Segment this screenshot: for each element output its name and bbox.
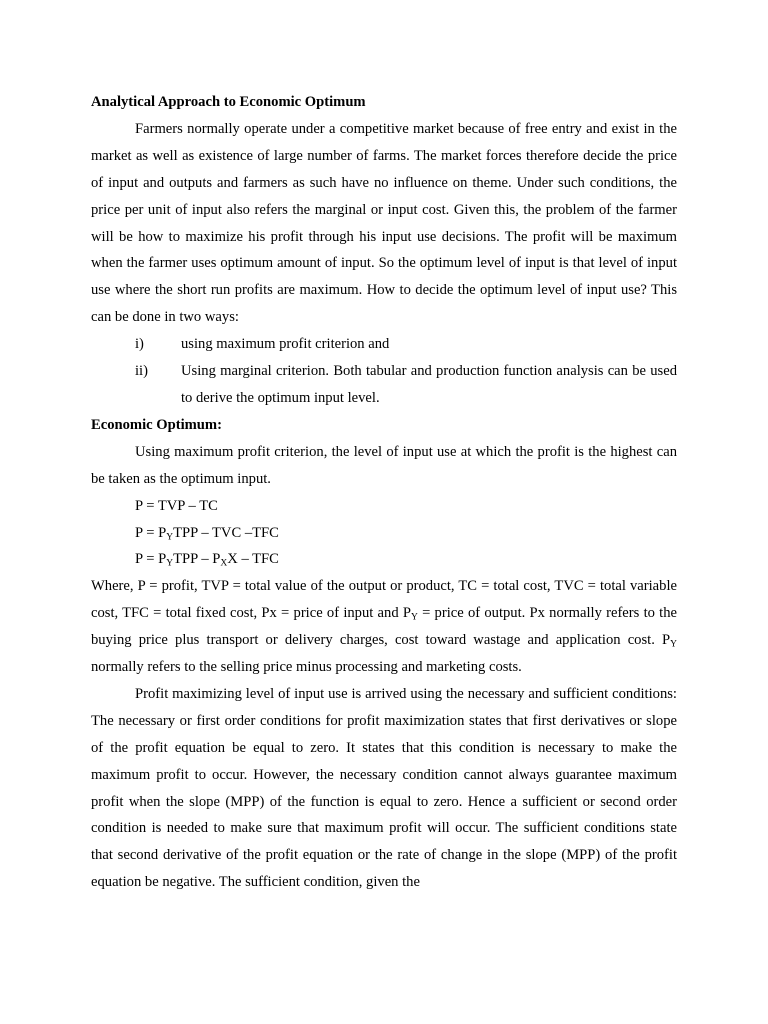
list-item-1 — [91, 331, 677, 358]
list-number: i) — [135, 336, 144, 353]
section-heading-analytical-approach: Analytical Approach to Economic Optimum — [91, 94, 366, 110]
list-number: ii) — [135, 363, 148, 380]
equation-2: $P = P_YTPP$ – TVC –TFC — [135, 524, 279, 542]
list-item-text: using maximum profit criterion and — [181, 336, 390, 353]
document-page — [91, 89, 677, 896]
section-heading-economic-optimum: Economic Optimum: — [91, 416, 222, 433]
list-item-2 — [91, 358, 677, 412]
list-item-text: Using marginal criterion. Both tabular and production function analysis can be used to derive the optimum input level. — [181, 363, 677, 406]
paragraph-profit-maximizing-conditions: Profit maximizing level of input use is arrived using the necessary and sufficient conditions: The necessary or first order conditions for profit maximization states that first derivatives or slope of the profit equation be equal to zero. It states that this condition is necessary to make the maximum profit to occur. However, the necessary condition cannot always guarantee maximum profit when the slope (MPP) of the function is equal to zero. Hence a sufficient or second order condition is needed to make sure that maximum profit will occur. The sufficient conditions state that second derivative of the profit equation or the rate of change in the slope (MPP) of the profit equation be negative. The sufficient condition, given the — [91, 685, 677, 891]
equation-1: P = TVP – TC — [135, 497, 218, 514]
paragraph-where-definitions: Where, P = profit, TVP = total value of the output or product, TC = total cost, TVC = total variable cost, TFC = total fixed cost, Px = price of input and $P_Y$ = price of output. Px normally refers to the buying price plus transport or delivery charges, cost toward wastage and application cost. $P_Y$ normally refers to the selling price minus processing and marketing costs. — [91, 578, 677, 676]
paragraph-competitive-market: Farmers normally operate under a competitive market because of free entry and exist in the market as well as existence of large number of farms. The market forces therefore decide the price of input and outputs and farmers as such have no influence on theme. Under such conditions, the price per unit of input also refers the marginal or input cost. Given this, the problem of the farmer will be how to maximize his profit through his input use decisions. The profit will be maximum when the farmer uses optimum amount of input. So the optimum level of input is that level of input use where the short run profits are maximum. How to decide the optimum level of input use? This can be done in two ways: — [91, 120, 677, 326]
equation-3: $P = P_YTPP - P_XX$ – TFC — [135, 551, 279, 569]
paragraph-max-profit-criterion: Using maximum profit criterion, the level of input use at which the profit is the highest can be taken as the optimum input. — [91, 443, 677, 487]
